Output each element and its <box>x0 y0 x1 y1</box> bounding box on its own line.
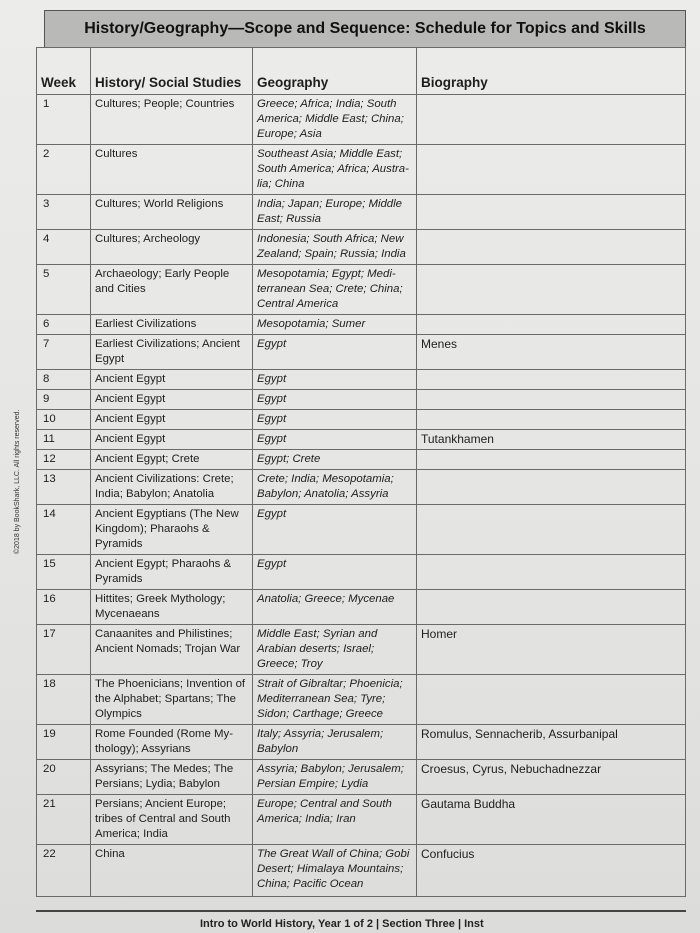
geography-cell: Mesopotamia; Egypt; Medi-terranean Sea; Crete; China; Central America <box>253 265 417 315</box>
biography-cell <box>417 265 686 315</box>
week-cell: 11 <box>37 430 91 450</box>
geography-cell: Egypt <box>253 390 417 410</box>
week-cell: 20 <box>37 760 91 795</box>
history-cell: Canaanites and Philistines; Ancient Nomads; Trojan War <box>91 625 253 675</box>
table-row <box>37 725 686 760</box>
table-row <box>37 760 686 795</box>
week-cell: 7 <box>37 335 91 370</box>
geography-cell: Egypt; Crete <box>253 450 417 470</box>
header-week: Week <box>37 48 91 95</box>
footer-divider <box>36 910 686 912</box>
history-cell: Ancient Egypt <box>91 390 253 410</box>
history-cell: Earliest Civilizations <box>91 315 253 335</box>
geography-cell: Egypt <box>253 370 417 390</box>
geography-cell: Southeast Asia; Middle East; South America; Africa; Austra-lia; China <box>253 145 417 195</box>
geography-cell: Egypt <box>253 410 417 430</box>
history-cell: Rome Founded (Rome My-thology); Assyrians <box>91 725 253 760</box>
biography-cell: Romulus, Sennacherib, Assurbanipal <box>417 725 686 760</box>
biography-cell <box>417 195 686 230</box>
schedule-table <box>36 47 686 897</box>
week-cell: 17 <box>37 625 91 675</box>
table-row <box>37 95 686 145</box>
history-cell: Hittites; Greek Mythology; Mycenaeans <box>91 590 253 625</box>
week-cell: 6 <box>37 315 91 335</box>
week-cell: 18 <box>37 675 91 725</box>
biography-cell <box>417 505 686 555</box>
history-cell: Ancient Egypt <box>91 370 253 390</box>
table-header-row <box>37 48 686 95</box>
history-cell: China <box>91 845 253 897</box>
geography-cell: Greece; Africa; India; South America; Middle East; China; Europe; Asia <box>253 95 417 145</box>
scope-sequence-document <box>36 10 686 897</box>
page-footer: Intro to World History, Year 1 of 2 | Section Three | Inst <box>200 918 484 930</box>
geography-cell: Europe; Central and South America; India; Iran <box>253 795 417 845</box>
biography-cell <box>417 675 686 725</box>
geography-cell: Mesopotamia; Sumer <box>253 315 417 335</box>
geography-cell: Italy; Assyria; Jerusalem; Babylon <box>253 725 417 760</box>
week-cell: 19 <box>37 725 91 760</box>
week-cell: 5 <box>37 265 91 315</box>
week-cell: 8 <box>37 370 91 390</box>
biography-cell <box>417 555 686 590</box>
history-cell: Cultures; People; Countries <box>91 95 253 145</box>
geography-cell: India; Japan; Europe; Middle East; Russia <box>253 195 417 230</box>
history-cell: Ancient Egypt; Pharaohs & Pyramids <box>91 555 253 590</box>
biography-cell <box>417 230 686 265</box>
week-cell: 22 <box>37 845 91 897</box>
table-row <box>37 675 686 725</box>
biography-cell <box>417 470 686 505</box>
biography-cell <box>417 450 686 470</box>
geography-cell: The Great Wall of China; Gobi Desert; Himalaya Mountains; China; Pacific Ocean <box>253 845 417 897</box>
history-cell: Cultures <box>91 145 253 195</box>
history-cell: Ancient Civilizations: Crete; India; Babylon; Anatolia <box>91 470 253 505</box>
biography-cell <box>417 410 686 430</box>
week-cell: 21 <box>37 795 91 845</box>
biography-cell <box>417 145 686 195</box>
biography-cell: Confucius <box>417 845 686 897</box>
week-cell: 2 <box>37 145 91 195</box>
history-cell: Ancient Egypt <box>91 410 253 430</box>
biography-cell <box>417 370 686 390</box>
geography-cell: Middle East; Syrian and Arabian deserts; Israel; Greece; Troy <box>253 625 417 675</box>
week-cell: 9 <box>37 390 91 410</box>
history-cell: The Phoenicians; Invention of the Alphabet; Spartans; The Olympics <box>91 675 253 725</box>
table-row <box>37 335 686 370</box>
geography-cell: Egypt <box>253 555 417 590</box>
geography-cell: Egypt <box>253 505 417 555</box>
table-row <box>37 590 686 625</box>
biography-cell: Tutankhamen <box>417 430 686 450</box>
week-cell: 10 <box>37 410 91 430</box>
header-geography: Geography <box>253 48 417 95</box>
table-row <box>37 390 686 410</box>
geography-cell: Crete; India; Mesopotamia; Babylon; Anatolia; Assyria <box>253 470 417 505</box>
table-title: History/Geography—Scope and Sequence: Schedule for Topics and Skills <box>44 10 686 47</box>
biography-cell <box>417 590 686 625</box>
table-row <box>37 195 686 230</box>
table-row <box>37 555 686 590</box>
table-row <box>37 450 686 470</box>
geography-cell: Anatolia; Greece; Mycenae <box>253 590 417 625</box>
geography-cell: Egypt <box>253 430 417 450</box>
table-row <box>37 265 686 315</box>
geography-cell: Indonesia; South Africa; New Zealand; Spain; Russia; India <box>253 230 417 265</box>
history-cell: Cultures; Archeology <box>91 230 253 265</box>
biography-cell: Homer <box>417 625 686 675</box>
geography-cell: Assyria; Babylon; Jerusalem; Persian Empire; Lydia <box>253 760 417 795</box>
copyright-notice: ©2018 by BookShark, LLC. All rights reserved. <box>14 409 21 554</box>
biography-cell: Menes <box>417 335 686 370</box>
table-row <box>37 505 686 555</box>
biography-cell: Gautama Buddha <box>417 795 686 845</box>
week-cell: 13 <box>37 470 91 505</box>
history-cell: Assyrians; The Medes; The Persians; Lydia; Babylon <box>91 760 253 795</box>
week-cell: 16 <box>37 590 91 625</box>
geography-cell: Strait of Gibraltar; Phoenicia; Mediterranean Sea; Tyre; Sidon; Carthage; Greece <box>253 675 417 725</box>
week-cell: 4 <box>37 230 91 265</box>
table-row <box>37 795 686 845</box>
week-cell: 14 <box>37 505 91 555</box>
history-cell: Ancient Egypt; Crete <box>91 450 253 470</box>
table-row <box>37 470 686 505</box>
week-cell: 1 <box>37 95 91 145</box>
table-row <box>37 315 686 335</box>
geography-cell: Egypt <box>253 335 417 370</box>
header-biography: Biography <box>417 48 686 95</box>
history-cell: Ancient Egypt <box>91 430 253 450</box>
table-body <box>37 95 686 897</box>
header-history: History/ Social Studies <box>91 48 253 95</box>
table-row <box>37 370 686 390</box>
table-row <box>37 430 686 450</box>
biography-cell <box>417 390 686 410</box>
biography-cell: Croesus, Cyrus, Nebuchadnezzar <box>417 760 686 795</box>
history-cell: Ancient Egyptians (The New Kingdom); Pharaohs & Pyramids <box>91 505 253 555</box>
biography-cell <box>417 315 686 335</box>
table-row <box>37 230 686 265</box>
week-cell: 15 <box>37 555 91 590</box>
table-row <box>37 410 686 430</box>
history-cell: Earliest Civilizations; Ancient Egypt <box>91 335 253 370</box>
table-row <box>37 145 686 195</box>
biography-cell <box>417 95 686 145</box>
history-cell: Archaeology; Early People and Cities <box>91 265 253 315</box>
history-cell: Persians; Ancient Europe; tribes of Central and South America; India <box>91 795 253 845</box>
week-cell: 3 <box>37 195 91 230</box>
table-row <box>37 845 686 897</box>
week-cell: 12 <box>37 450 91 470</box>
table-row <box>37 625 686 675</box>
history-cell: Cultures; World Religions <box>91 195 253 230</box>
